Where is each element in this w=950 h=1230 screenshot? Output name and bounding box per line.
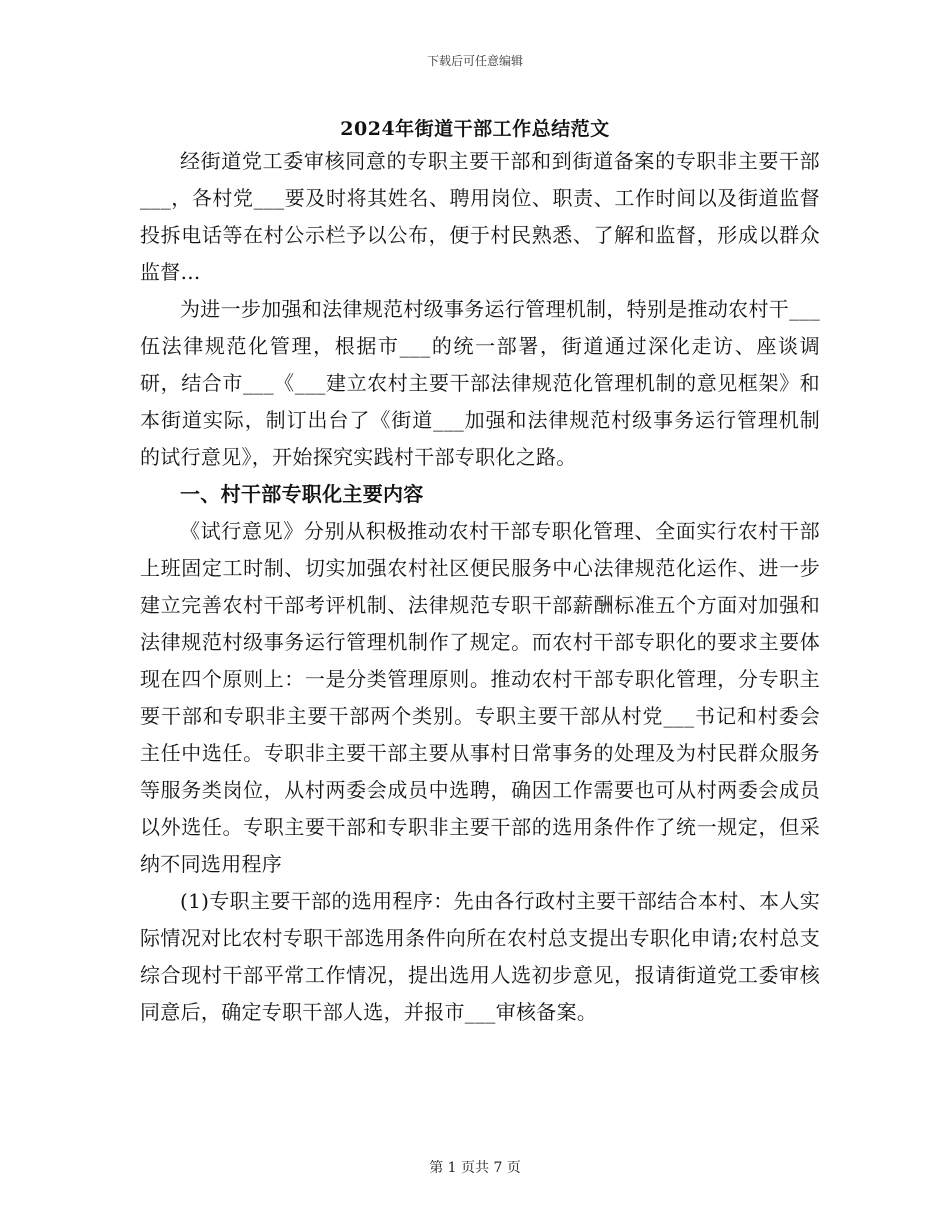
page-number-footer: 第 1 页共 7 页 xyxy=(429,1160,521,1176)
paragraph-2: 为进一步加强和法律规范村级事务运行管理机制，特别是推动农村干___伍法律规范化管理，根据市___的统一部署，街道通过深化走访、座谈调研，结合市___《___建立农村主要干部法律规范化管理机制的意见框架》和本街道实际，制订出台了《街道___加强和法律规范村级事务运行管理机制的试行意见》，开始探究实践村干部专职化之路。 xyxy=(140,297,820,469)
page-header-note: 下载后可任意编辑 xyxy=(426,54,523,68)
paragraph-1: 经街道党工委审核同意的专职主要干部和到街道备案的专职非主要干部___，各村党___要及时将其姓名、聘用岗位、职责、工作时间以及街道监督投拆电话等在村公示栏予以公布，便于村民熟悉、了解和监督，形成以群众监督... xyxy=(140,149,820,284)
document-title: 2024年街道干部工作总结范文 xyxy=(340,118,610,140)
section-heading: 一、村干部专职化主要内容 xyxy=(180,482,424,506)
section-paragraph-2: (1)专职主要干部的选用程序：先由各行政村主要干部结合本村、本人实际情况对比农村专职干部选用条件向所在农村总支提出专职化申请;农村总支综合现村干部平常工作情况，提出选用人选初步意见，报请街道党工委审核同意后，确定专职干部人选，并报市___审核备案。 xyxy=(140,889,820,1024)
document-body xyxy=(140,143,820,1031)
section-paragraph-1: 《试行意见》分别从积极推动农村干部专职化管理、全面实行农村干部上班固定工时制、切实加强农村社区便民服务中心法律规范化运作、进一步建立完善农村干部考评机制、法律规范专职干部薪酬标准五个方面对加强和法律规范村级事务运行管理机制作了规定。而农村干部专职化的要求主要体现在四个原则上：一是分类管理原则。推动农村干部专职化管理，分专职主要干部和专职非主要干部两个类别。专职主要干部从村党___书记和村委会主任中选任。专职非主要干部主要从事村日常事务的处理及为村民群众服务等服务类岗位，从村两委会成员中选聘，确因工作需要也可从村两委会成员以外选任。专职主要干部和专职非主要干部的选用条件作了统一规定，但采纳不同选用程序 xyxy=(140,519,820,876)
